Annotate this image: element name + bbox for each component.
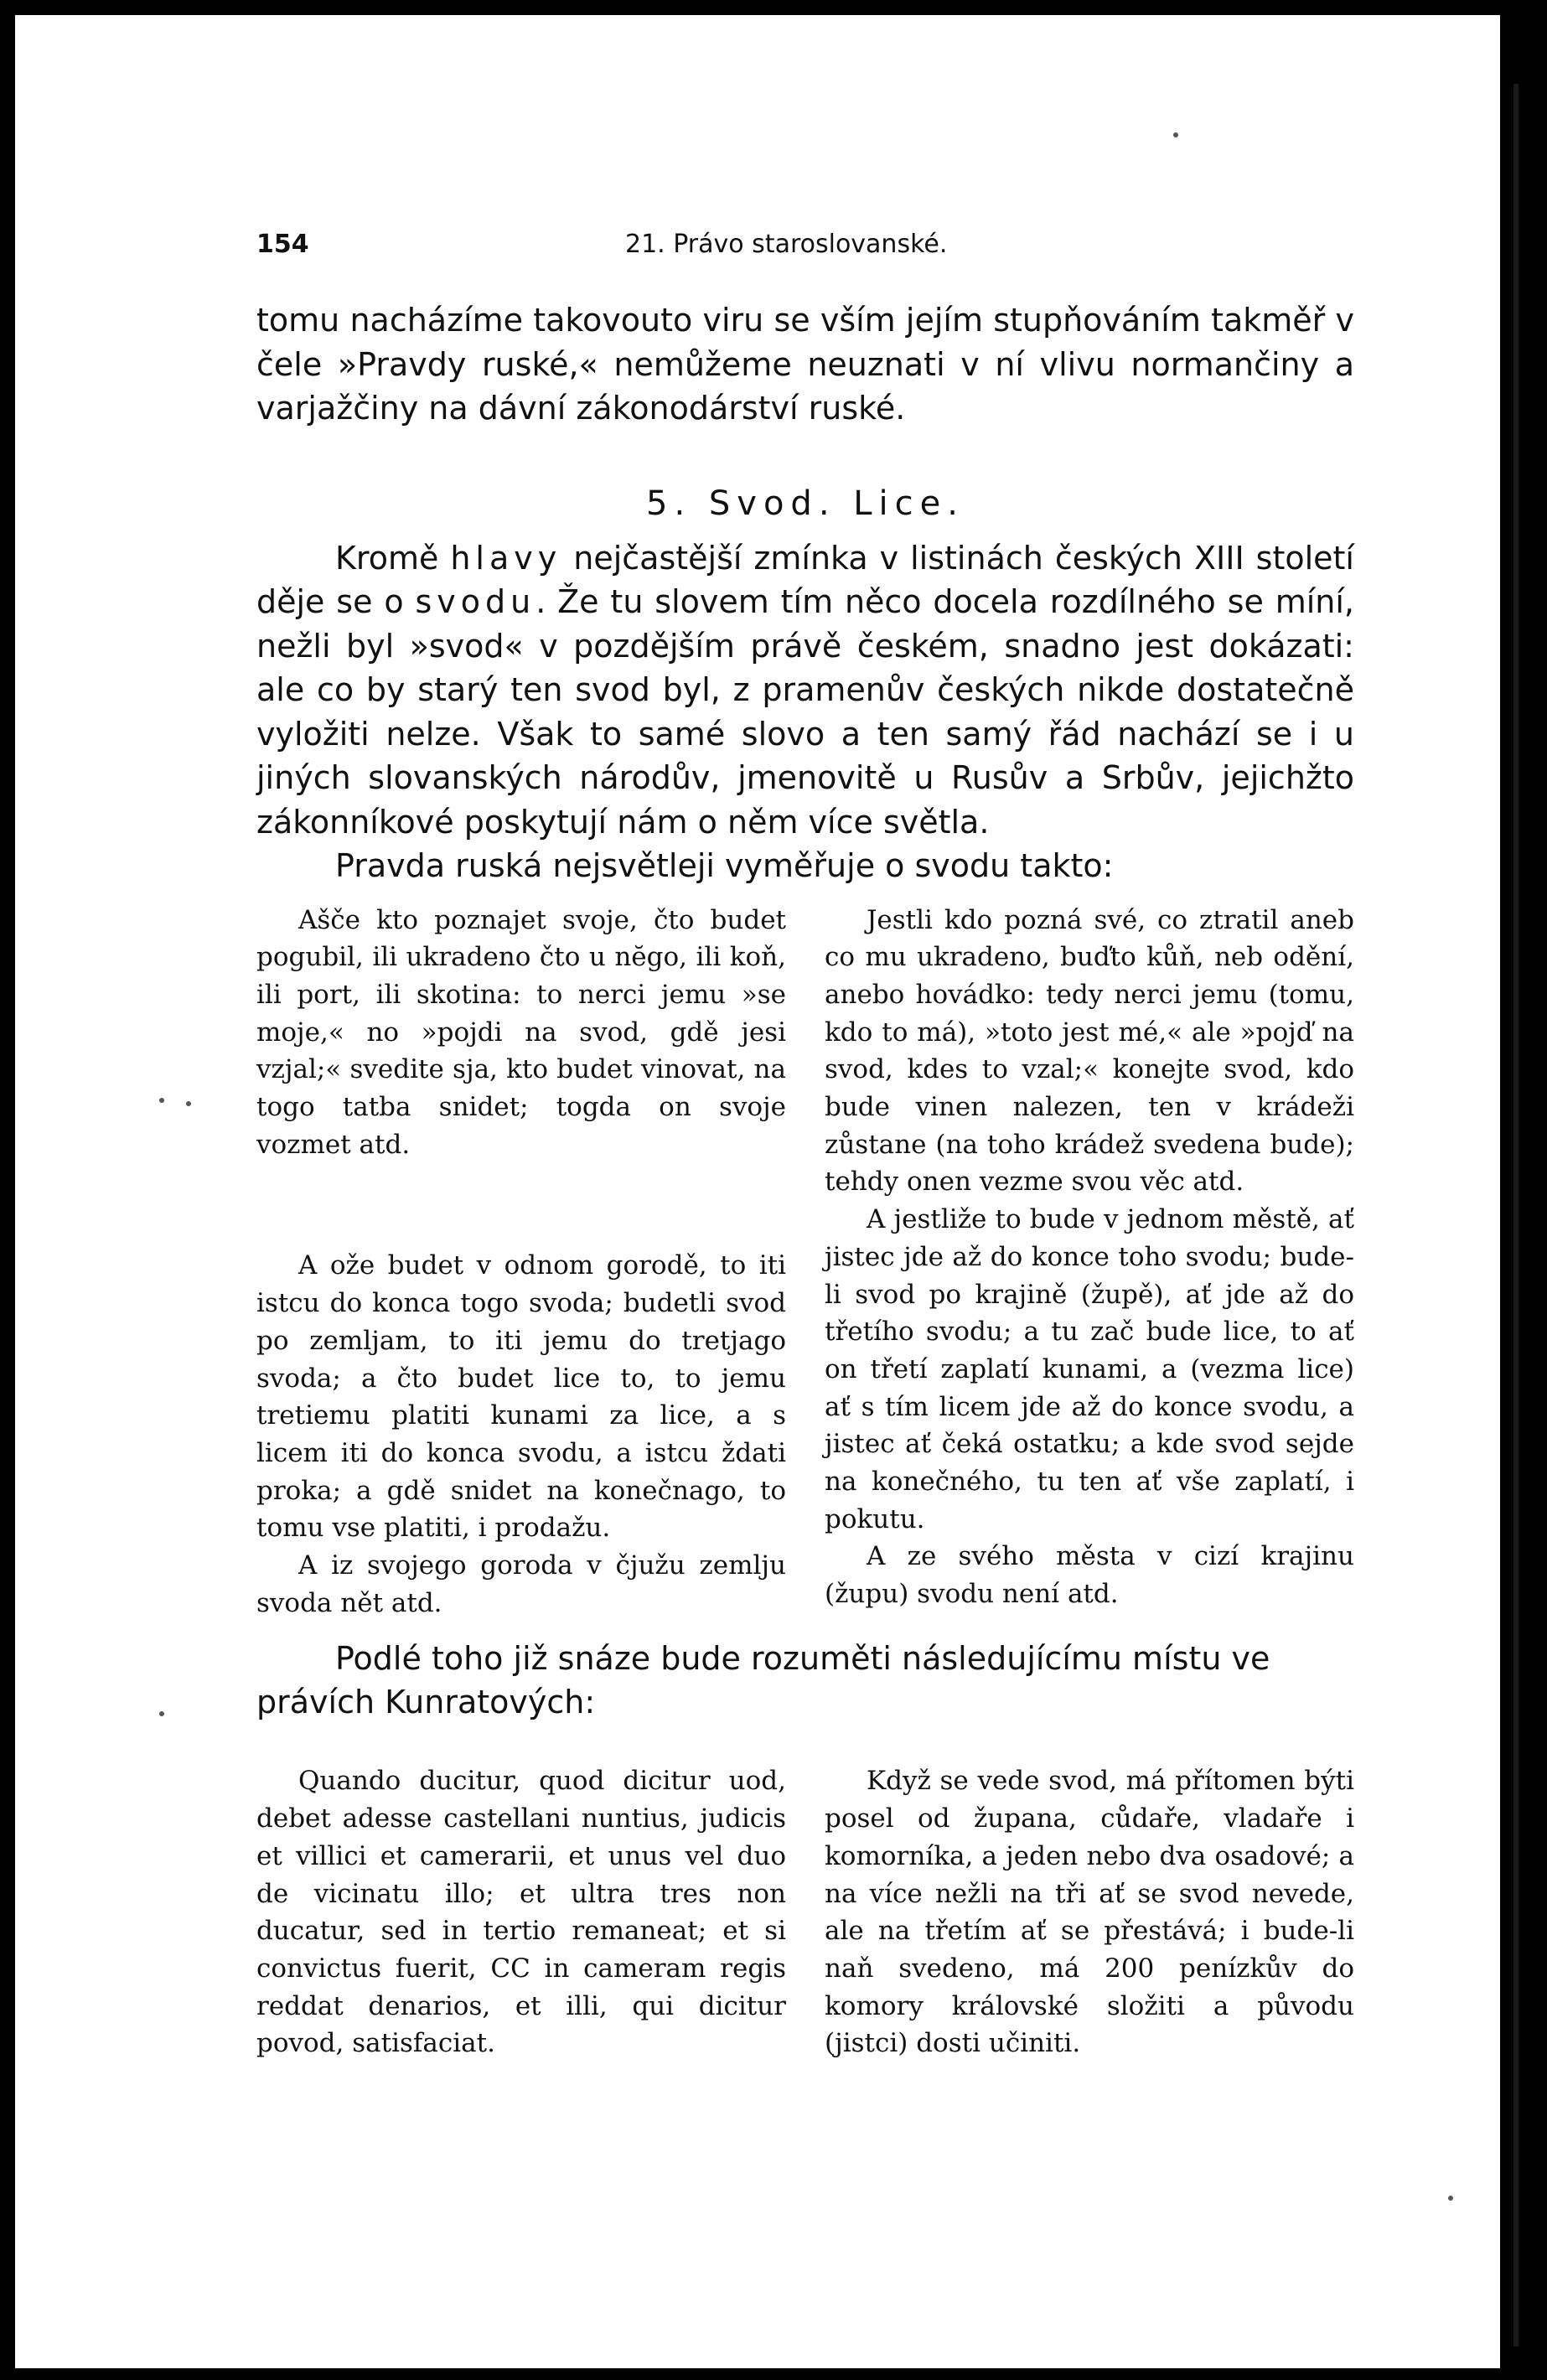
page-number: 154 (256, 230, 309, 259)
page-header (256, 218, 1354, 265)
main-paragraph-text: Kromě (335, 539, 451, 577)
pravda-parallel-columns (256, 902, 1354, 1622)
emphasis-hlavy: hlavy (450, 539, 562, 577)
latin-paragraph: Quando ducitur, quod dicitur uod, debet adesse castellani nuntius, judicis et villici et camerarii, et unus vel duo de vicinatu illo; et ultra tres non ducatur, sed in tertio remaneat; et si convictus fuerit, CC in cameram regis reddat denarios, et illi, qui dicitur povod, satisfaciat. (256, 1766, 786, 2059)
czech-paragraph: A jestliže to bude v jednom městě, ať jistec jde až do konce toho svodu; bude-li svod po krajině (župě), ať jde až do třetího svodu; a tu zač bude lice, to ať on třetí zaplatí kunami, a (vezma lice) ať s tím licem jde až do konce svodu, a jistec ať čeká ostatku; a kde svod sejde na konečného, tu ten ať vše zaplatí, i pokutu. (825, 1204, 1354, 1534)
dust-speck (1448, 2196, 1453, 2201)
czech-paragraph: A ze svého města v cizí krajinu (župu) svodu není atd. (825, 1541, 1354, 1610)
czech-translation-column (825, 902, 1354, 1622)
emphasis-svodu: svodu (415, 583, 536, 620)
czech-paragraph: Jestli kdo pozná své, co ztratil aneb co mu ukradeno, buďto kůň, neb odění, anebo hovádko: tedy nerci jemu (tomu, kdo to má), »toto jest mé,« ale »pojď na svod, kdes to vzal;« konejte svod, kdo bude vinen nalezen, ten v krádeži zůstane (na toho krádež svedena bude); tehdy onen vezme svou věc atd. (825, 904, 1354, 1198)
dust-speck (159, 1711, 164, 1716)
kunrat-parallel-columns (256, 1762, 1354, 2062)
main-paragraph-text: nejčastější zmínka v listinách českých XIII století děje se o (256, 539, 1354, 620)
czech-kunrat-column (825, 1762, 1354, 2062)
dust-speck (1173, 132, 1178, 137)
main-paragraph (256, 536, 1354, 845)
kunrat-intro: Podlé toho již snáze bude rozuměti následujícímu místu ve právích Kunratových: (256, 1640, 1270, 1721)
binding-edge (1513, 84, 1519, 2346)
czech-kunrat-paragraph: Když se vede svod, má přítomen býti posel od župana, cůdaře, vladaře i komorníka, a jeden nebo dva osadové; a na více nežli na tři ať se svod nevede, ale na třetím ať se přestává; i bude-li naň svedeno, má 200 penízkův do komory královské složiti a původu (jistci) dosti učiniti. (825, 1766, 1354, 2059)
old-russian-paragraph: A iz svojego goroda v čjužu zemlju svoda nět atd. (256, 1550, 786, 1618)
old-russian-paragraph: A ože budet v odnom gorodě, to iti istcu do konca togo svoda; budetli svod po zemljam, to iti jemu do tretjago svoda; a čto budet lice to, to jemu tretiemu platiti kunami za lice, a s licem iti do konca svodu, a istcu ždati proka; a gdě snidet na konečnago, to tomu vse platiti, i prodažu. (256, 1250, 786, 1544)
dust-speck (186, 1101, 191, 1106)
book-page (256, 218, 1354, 2062)
latin-column (256, 1762, 786, 2062)
running-title: 21. Právo staroslovanské. (625, 230, 948, 259)
main-paragraph-text: . Že tu slovem tím něco docela rozdílného se míní, nežli byl »svod« v pozdějším právě českém, snadno jest dokázati: ale co by starý ten svod byl, z pramenův českých nikde dostatečně vyložiti nelze. Však to samé slovo a ten samý řád nachází se i u jiných slovanských národův, jmenovitě u Rusův a Srbův, jejichžto zákonníkové poskytují nám o něm více světla. (256, 583, 1354, 841)
old-russian-paragraph: Ašče kto poznajet svoje, čto budet pogubil, ili ukradeno čto u nĕgo, ili koň, ili port, ili skotina: to nerci jemu »se moje,« no »pojdi na svod, gdě jesi vzjal;« svedite sja, kto budet vinovat, na togo tatba snidet; togda on svoje vozmet atd. (256, 904, 786, 1160)
pravda-intro: Pravda ruská nejsvětleji vyměřuje o svodu takto: (335, 847, 1114, 884)
intro-paragraph: tomu nacházíme takovouto viru se vším jejím stupňováním takměř v čele »Pravdy ruské,« nemůžeme neuznati v ní vlivu normančiny a varjažčiny na dávní zákonodárství ruské. (256, 302, 1354, 427)
old-russian-column (256, 902, 786, 1622)
dust-speck (159, 1098, 164, 1103)
section-heading: 5. Svod. Lice. (646, 484, 965, 523)
